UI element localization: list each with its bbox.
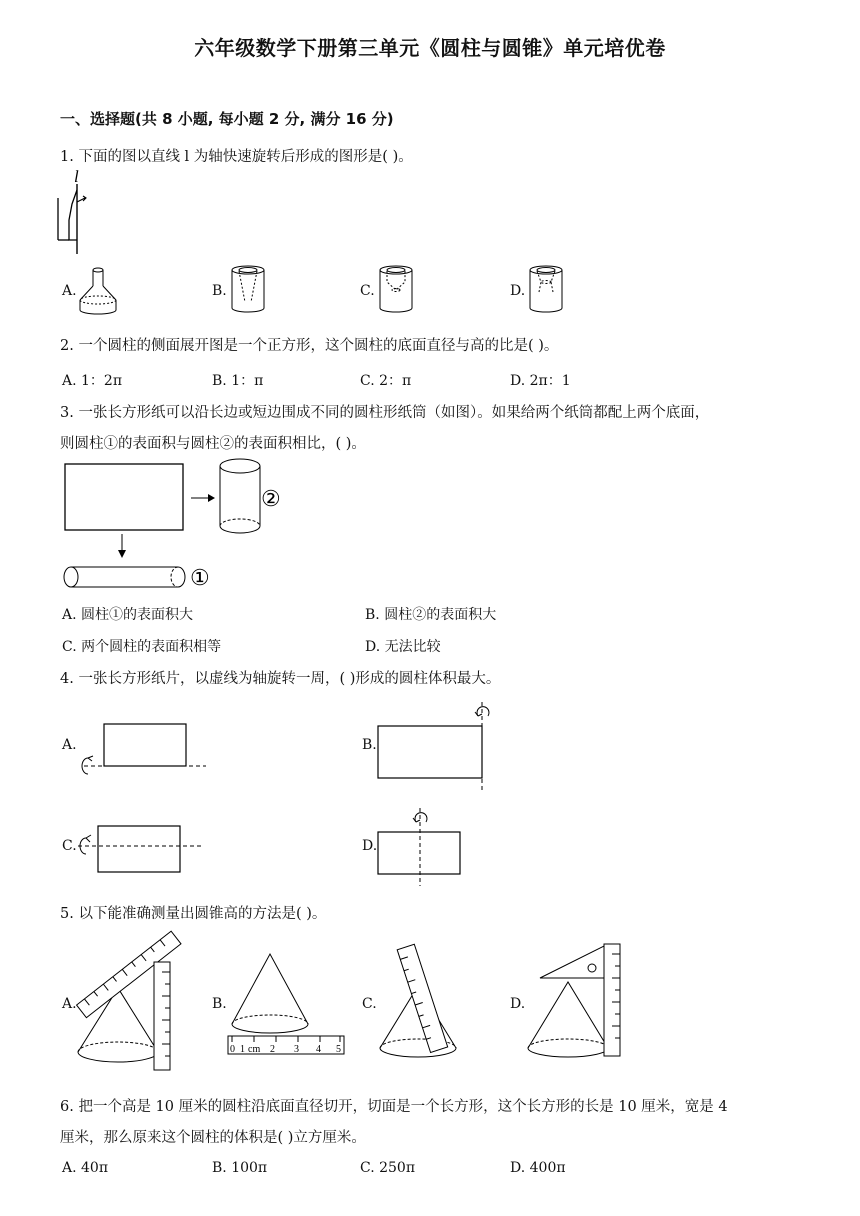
q4-option-d[interactable]: D. [362, 838, 378, 854]
q4-option-a-figure [74, 720, 214, 780]
q1-option-b[interactable]: B. [212, 283, 227, 299]
question-2-stem: 2. 一个圆柱的侧面展开图是一个正方形，这个圆柱的底面直径与高的比是( )。 [60, 338, 559, 354]
q6-option-a[interactable]: A. 40π [62, 1160, 109, 1176]
q2-option-b[interactable]: B. 1：π [212, 373, 264, 389]
svg-text:4: 4 [316, 1044, 321, 1055]
q1-axis-label: l [74, 167, 79, 186]
q1-option-b-figure [226, 264, 270, 316]
svg-text:cm: cm [248, 1044, 261, 1055]
q1-option-a-figure [76, 264, 120, 316]
q4-option-d-figure [374, 804, 474, 888]
q5-option-a-figure [74, 928, 184, 1074]
q5-option-c[interactable]: C. [362, 996, 377, 1012]
q3-label-2: ② [261, 486, 281, 511]
q2-option-d[interactable]: D. 2π：1 [510, 373, 571, 389]
q1-option-a[interactable]: A. [62, 283, 77, 299]
svg-text:0: 0 [230, 1044, 235, 1055]
q5-option-b[interactable]: B. [212, 996, 227, 1012]
q4-option-c[interactable]: C. [62, 838, 77, 854]
q4-option-b-figure [374, 698, 504, 794]
question-3-stem-line2: 则圆柱①的表面积与圆柱②的表面积相比，( )。 [60, 436, 366, 452]
svg-text:1: 1 [240, 1044, 245, 1055]
q2-option-c[interactable]: C. 2：π [360, 373, 412, 389]
q5-option-d-figure [524, 940, 634, 1064]
q1-option-c-figure [374, 264, 418, 316]
question-1-stem: 1. 下面的图以直线 l 为轴快速旋转后形成的图形是( )。 [60, 149, 413, 165]
question-6-stem-line2: 厘米，那么原来这个圆柱的体积是( )立方厘米。 [60, 1130, 366, 1146]
q3-option-d[interactable]: D. 无法比较 [365, 639, 441, 655]
question-4-stem: 4. 一张长方形纸片，以虚线为轴旋转一周，( )形成的圆柱体积最大。 [60, 671, 501, 687]
q5-option-d[interactable]: D. [510, 996, 526, 1012]
q1-axis-figure [50, 168, 100, 258]
q1-option-d-figure [524, 264, 568, 316]
q3-figure [58, 456, 298, 592]
q5-option-c-figure [374, 940, 484, 1064]
q6-option-d[interactable]: D. 400π [510, 1160, 566, 1176]
q6-option-b[interactable]: B. 100π [212, 1160, 268, 1176]
q1-option-c[interactable]: C. [360, 283, 375, 299]
section-heading: 一、选择题(共 8 小题, 每小题 2 分, 满分 16 分) [60, 110, 394, 128]
question-3-stem-line1: 3. 一张长方形纸可以沿长边或短边围成不同的圆柱形纸筒（如图）。如果给两个纸筒都配上两个底面， [60, 405, 710, 421]
q4-option-c-figure [74, 822, 214, 878]
svg-text:5: 5 [336, 1044, 341, 1055]
q2-option-a[interactable]: A. 1：2π [62, 373, 123, 389]
q5-option-b-figure [226, 950, 350, 1058]
svg-text:2: 2 [270, 1044, 275, 1055]
q6-option-c[interactable]: C. 250π [360, 1160, 416, 1176]
q5-option-a[interactable]: A. [62, 996, 77, 1012]
q1-option-d[interactable]: D. [510, 283, 526, 299]
question-6-stem-line1: 6. 把一个高是 10 厘米的圆柱沿底面直径切开，切面是一个长方形，这个长方形的长是 10 厘米，宽是 4 [60, 1099, 728, 1115]
q3-option-a[interactable]: A. 圆柱①的表面积大 [62, 607, 194, 623]
page-title: 六年级数学下册第三单元《圆柱与圆锥》单元培优卷 [194, 36, 666, 60]
svg-text:3: 3 [294, 1044, 299, 1055]
question-5-stem: 5. 以下能准确测量出圆锥高的方法是( )。 [60, 906, 327, 922]
q3-option-b[interactable]: B. 圆柱②的表面积大 [365, 607, 497, 623]
q4-option-b[interactable]: B. [362, 737, 377, 753]
q4-option-a[interactable]: A. [62, 737, 77, 753]
q3-option-c[interactable]: C. 两个圆柱的表面积相等 [62, 639, 222, 655]
q3-label-1: ① [190, 565, 210, 590]
